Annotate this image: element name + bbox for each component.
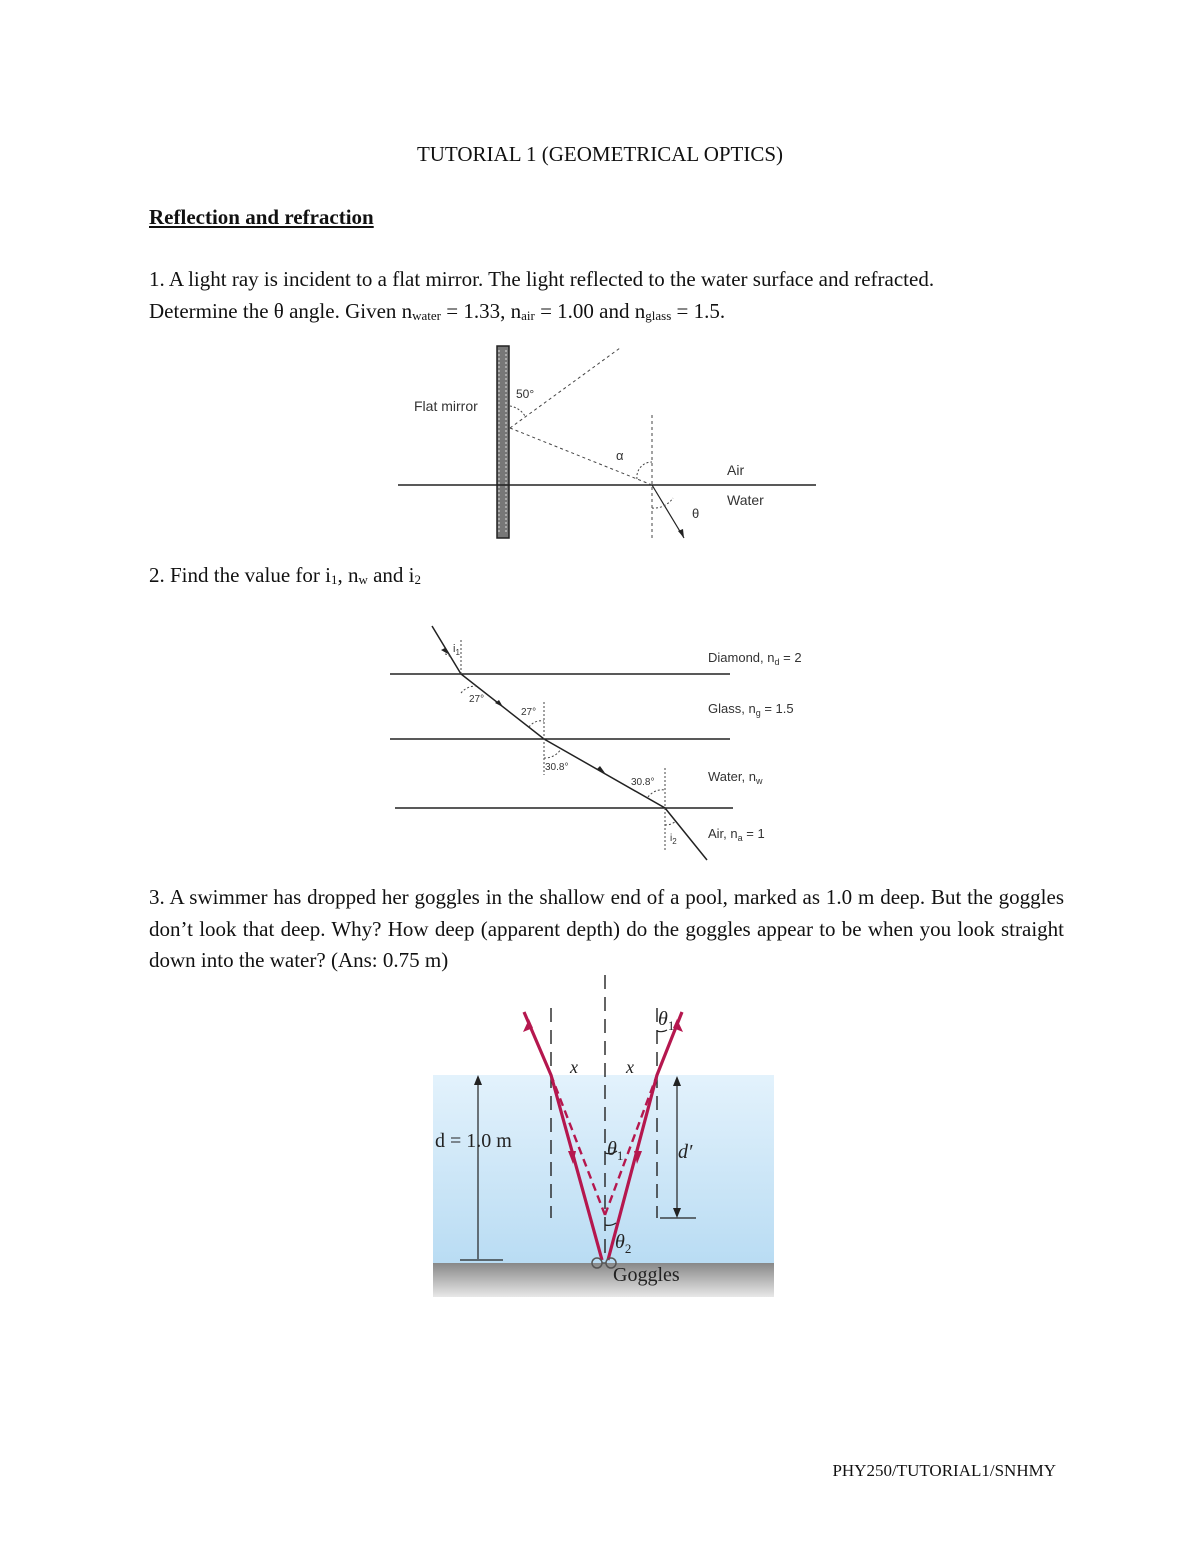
angle-308-left-arc (544, 749, 561, 758)
refracted-ray (652, 485, 684, 538)
question-1-line-2: Determine the θ angle. Given $n_{water} = 1.33$, $n_{air} = 1.00$ and $n_{glass} = 1.5$. (149, 298, 726, 323)
question-1 (149, 264, 1064, 331)
question-2: 2. Find the value for $i_1$, $n_w$ and $i_2$ (149, 563, 422, 587)
x-right-label: x (626, 1057, 634, 1077)
question-3: 3. A swimmer has dropped her goggles in the shallow end of a pool, marked as 1.0 m deep. But the goggles don’t look that deep. Why? How deep (apparent depth) do the goggles appear to be when you look straight down into the water? (Ans: 0.75 m) (149, 885, 1064, 972)
angle-50-label: 50° (516, 387, 535, 401)
i1-label: $i_1$ (453, 643, 460, 657)
goggles-label: Goggles (613, 1264, 680, 1286)
figure-1-mirror-diagram (390, 340, 830, 545)
angle-27-right-label: 27° (521, 707, 537, 718)
section-heading: Reflection and refraction (149, 205, 374, 229)
air-label: Air, $n_a = 1$ (708, 826, 765, 843)
figure-2-layers-diagram (385, 620, 815, 865)
angle-50-arc (510, 406, 525, 416)
glass-label: Glass, $n_g = 1.5$ (708, 701, 794, 718)
apparent-depth-label: d′ (678, 1141, 693, 1163)
angle-i2-arc (665, 821, 676, 825)
theta2-label: $\theta_2$ (615, 1231, 632, 1256)
diamond-label: Diamond, $n_d = 2$ (708, 650, 802, 667)
pool-water (433, 1075, 774, 1263)
page-footer: PHY250/TUTORIAL1/SNHMY (832, 1461, 1056, 1480)
angle-308-right-label: 30.8° (631, 777, 655, 788)
angle-308-right-arc (648, 790, 665, 797)
page-title: TUTORIAL 1 (GEOMETRICAL OPTICS) (416, 142, 784, 166)
alpha-arc (637, 462, 652, 479)
x-left-label: x (570, 1057, 578, 1077)
question-1-line-1: 1. A light ray is incident to a flat mirror. The light reflected to the water surface and refracted. (149, 267, 935, 291)
theta1-top-arc (657, 1030, 667, 1032)
alpha-label: α (616, 448, 624, 463)
theta-label: θ (692, 506, 700, 521)
figure-3-apparent-depth-diagram (430, 975, 776, 1300)
water-nw-label: Water, $n_w$ (708, 769, 763, 786)
reflected-ray (510, 428, 652, 485)
water-label: Water (727, 492, 764, 508)
depth-label: d = 1.0 m (435, 1130, 512, 1152)
flat-mirror-label: Flat mirror (414, 398, 478, 414)
theta1-top-label: $\theta_1$ (658, 1008, 675, 1033)
angle-27-right-arc (529, 721, 544, 727)
i2-label: $i_2$ (670, 833, 677, 846)
angle-27-left-label: 27° (469, 694, 485, 705)
angle-308-left-label: 30.8° (545, 762, 569, 773)
pool-floor (433, 1263, 774, 1297)
theta1-mid-label: $\theta_1$ (607, 1138, 624, 1163)
air-label: Air (727, 462, 745, 478)
angle-27-left-arc (461, 686, 476, 693)
